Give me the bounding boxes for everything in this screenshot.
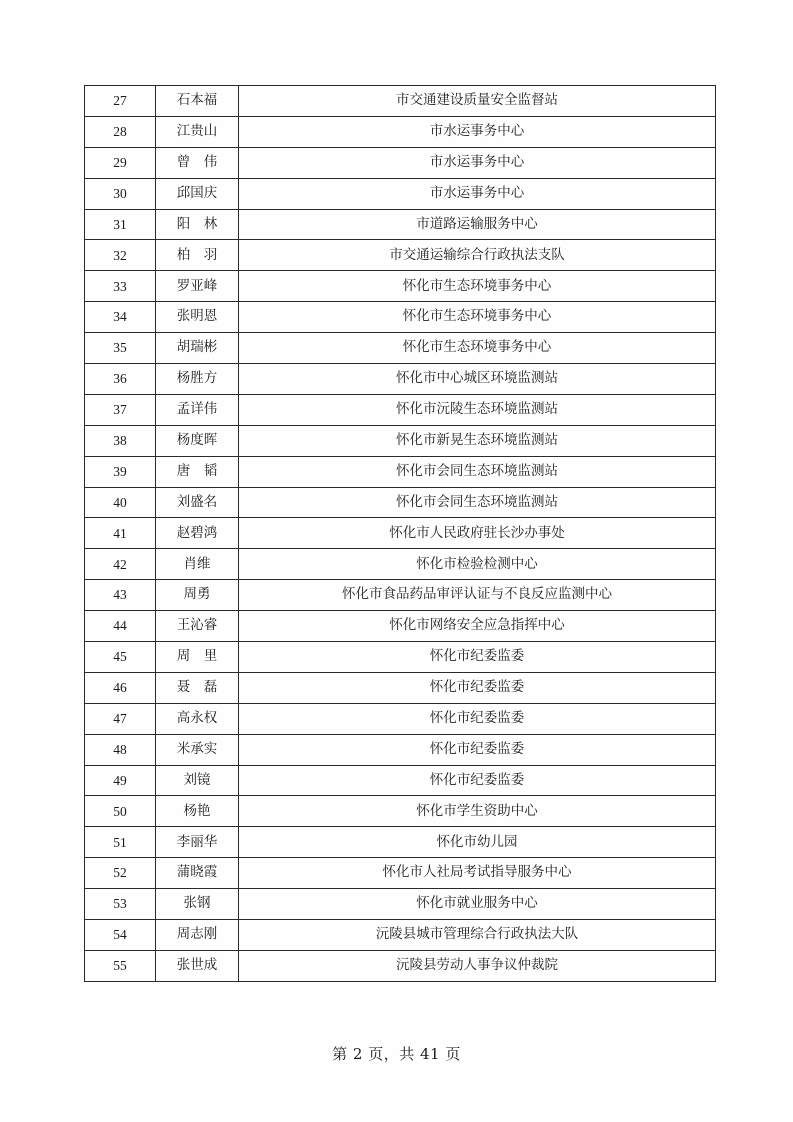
person-name-cell: 高永权 [156, 703, 239, 734]
work-unit-cell: 怀化市沅陵生态环境监测站 [239, 394, 716, 425]
row-number-cell: 49 [85, 765, 156, 796]
row-number-cell: 28 [85, 116, 156, 147]
table-row [85, 611, 716, 642]
person-name-cell: 刘镜 [156, 765, 239, 796]
row-number-cell: 29 [85, 147, 156, 178]
table-row [85, 147, 716, 178]
person-name-cell: 石本福 [156, 86, 239, 117]
table-row [85, 302, 716, 333]
work-unit-cell: 怀化市生态环境事务中心 [239, 333, 716, 364]
person-name-cell: 肖维 [156, 549, 239, 580]
work-unit-cell: 怀化市纪委监委 [239, 642, 716, 673]
person-name-cell: 柏 羽 [156, 240, 239, 271]
person-name-cell: 张世成 [156, 950, 239, 981]
work-unit-cell: 市水运事务中心 [239, 116, 716, 147]
row-number-cell: 48 [85, 734, 156, 765]
table-row [85, 86, 716, 117]
row-number-cell: 27 [85, 86, 156, 117]
row-number-cell: 45 [85, 642, 156, 673]
work-unit-cell: 怀化市纪委监委 [239, 734, 716, 765]
table-row [85, 642, 716, 673]
person-name-cell: 张钢 [156, 889, 239, 920]
table-row [85, 889, 716, 920]
work-unit-cell: 怀化市中心城区环境监测站 [239, 364, 716, 395]
row-number-cell: 33 [85, 271, 156, 302]
person-name-cell: 孟详伟 [156, 394, 239, 425]
row-number-cell: 38 [85, 425, 156, 456]
table-row [85, 487, 716, 518]
row-number-cell: 31 [85, 209, 156, 240]
work-unit-cell: 怀化市新晃生态环境监测站 [239, 425, 716, 456]
person-name-cell: 米承实 [156, 734, 239, 765]
roster-table-body [85, 86, 716, 982]
table-row [85, 672, 716, 703]
person-name-cell: 刘盛名 [156, 487, 239, 518]
work-unit-cell: 怀化市会同生态环境监测站 [239, 487, 716, 518]
work-unit-cell: 怀化市食品药品审评认证与不良反应监测中心 [239, 580, 716, 611]
work-unit-cell: 市交通运输综合行政执法支队 [239, 240, 716, 271]
person-name-cell: 周志刚 [156, 920, 239, 951]
work-unit-cell: 市道路运输服务中心 [239, 209, 716, 240]
person-name-cell: 周勇 [156, 580, 239, 611]
table-row [85, 178, 716, 209]
person-name-cell: 曾 伟 [156, 147, 239, 178]
row-number-cell: 30 [85, 178, 156, 209]
work-unit-cell: 怀化市纪委监委 [239, 765, 716, 796]
person-name-cell: 邱国庆 [156, 178, 239, 209]
table-row [85, 549, 716, 580]
row-number-cell: 39 [85, 456, 156, 487]
table-row [85, 580, 716, 611]
row-number-cell: 44 [85, 611, 156, 642]
person-name-cell: 唐 韬 [156, 456, 239, 487]
person-name-cell: 蒲晓霞 [156, 858, 239, 889]
person-name-cell: 罗亚峰 [156, 271, 239, 302]
table-row [85, 364, 716, 395]
person-name-cell: 江贵山 [156, 116, 239, 147]
row-number-cell: 36 [85, 364, 156, 395]
roster-table [84, 85, 716, 982]
work-unit-cell: 怀化市生态环境事务中心 [239, 271, 716, 302]
row-number-cell: 46 [85, 672, 156, 703]
table-row [85, 116, 716, 147]
person-name-cell: 杨度晖 [156, 425, 239, 456]
person-name-cell: 周 里 [156, 642, 239, 673]
row-number-cell: 50 [85, 796, 156, 827]
work-unit-cell: 怀化市检验检测中心 [239, 549, 716, 580]
table-row [85, 271, 716, 302]
work-unit-cell: 沅陵县劳动人事争议仲裁院 [239, 950, 716, 981]
table-row [85, 703, 716, 734]
table-row [85, 765, 716, 796]
work-unit-cell: 怀化市幼儿园 [239, 827, 716, 858]
page-number-footer: 第 2 页，共 41 页 [332, 1045, 461, 1063]
person-name-cell: 张明恩 [156, 302, 239, 333]
table-row [85, 827, 716, 858]
work-unit-cell: 怀化市学生资助中心 [239, 796, 716, 827]
row-number-cell: 32 [85, 240, 156, 271]
table-row [85, 425, 716, 456]
person-name-cell: 赵碧鸿 [156, 518, 239, 549]
table-row [85, 209, 716, 240]
row-number-cell: 51 [85, 827, 156, 858]
row-number-cell: 42 [85, 549, 156, 580]
table-row [85, 456, 716, 487]
person-name-cell: 李丽华 [156, 827, 239, 858]
table-row [85, 858, 716, 889]
work-unit-cell: 沅陵县城市管理综合行政执法大队 [239, 920, 716, 951]
person-name-cell: 杨胜方 [156, 364, 239, 395]
person-name-cell: 胡瑞彬 [156, 333, 239, 364]
table-row [85, 920, 716, 951]
work-unit-cell: 市水运事务中心 [239, 147, 716, 178]
work-unit-cell: 怀化市会同生态环境监测站 [239, 456, 716, 487]
table-row [85, 240, 716, 271]
work-unit-cell: 怀化市纪委监委 [239, 703, 716, 734]
person-name-cell: 王沁睿 [156, 611, 239, 642]
table-row [85, 734, 716, 765]
work-unit-cell: 怀化市生态环境事务中心 [239, 302, 716, 333]
row-number-cell: 40 [85, 487, 156, 518]
table-row [85, 518, 716, 549]
row-number-cell: 35 [85, 333, 156, 364]
row-number-cell: 43 [85, 580, 156, 611]
person-name-cell: 阳 林 [156, 209, 239, 240]
row-number-cell: 37 [85, 394, 156, 425]
table-row [85, 394, 716, 425]
row-number-cell: 54 [85, 920, 156, 951]
table-row [85, 796, 716, 827]
person-name-cell: 杨艳 [156, 796, 239, 827]
row-number-cell: 53 [85, 889, 156, 920]
table-row [85, 333, 716, 364]
table-row [85, 950, 716, 981]
work-unit-cell: 怀化市人民政府驻长沙办事处 [239, 518, 716, 549]
work-unit-cell: 怀化市纪委监委 [239, 672, 716, 703]
work-unit-cell: 怀化市人社局考试指导服务中心 [239, 858, 716, 889]
row-number-cell: 55 [85, 950, 156, 981]
row-number-cell: 47 [85, 703, 156, 734]
row-number-cell: 52 [85, 858, 156, 889]
work-unit-cell: 怀化市就业服务中心 [239, 889, 716, 920]
work-unit-cell: 市水运事务中心 [239, 178, 716, 209]
work-unit-cell: 市交通建设质量安全监督站 [239, 86, 716, 117]
person-name-cell: 聂 磊 [156, 672, 239, 703]
row-number-cell: 34 [85, 302, 156, 333]
work-unit-cell: 怀化市网络安全应急指挥中心 [239, 611, 716, 642]
row-number-cell: 41 [85, 518, 156, 549]
